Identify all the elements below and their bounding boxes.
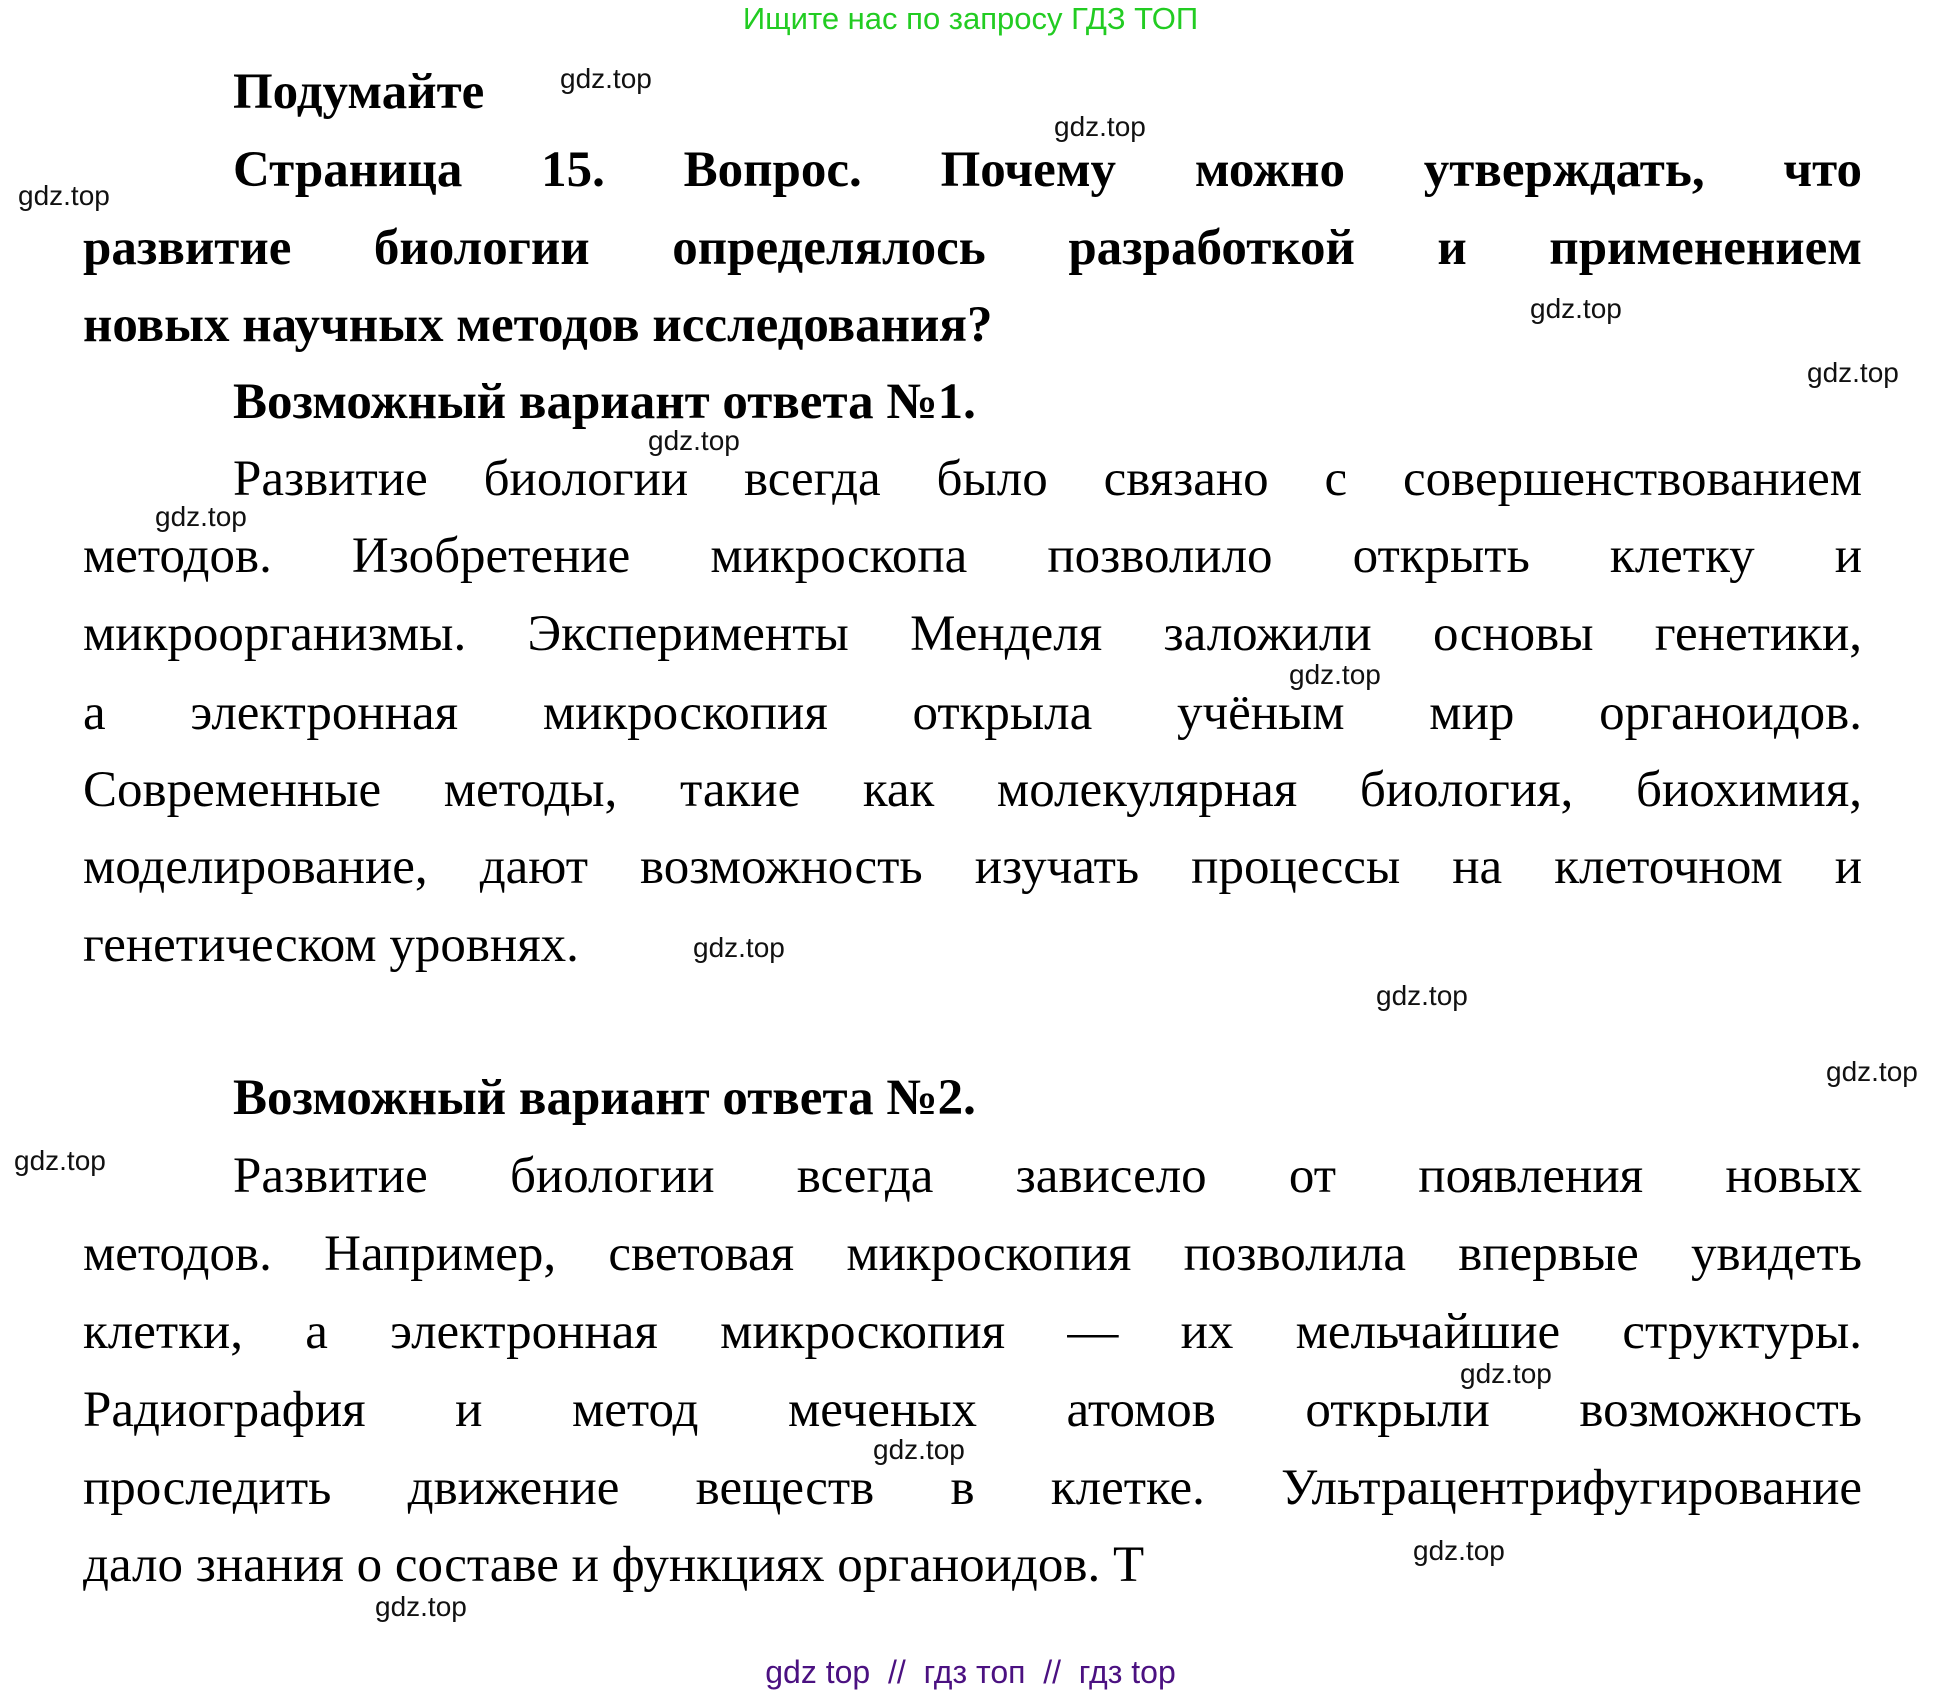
- watermark: gdz.top: [560, 63, 652, 94]
- answer-line: Современные методы, такие как молекулярная биология, биохимия,: [83, 762, 1862, 818]
- search-banner: Ищите нас по запросу ГДЗ ТОП: [742, 1, 1199, 36]
- answer-line: проследить движение веществ в клетке. Ультрацентрифугирование: [83, 1460, 1862, 1516]
- question-line: Страница 15. Вопрос. Почему можно утверждать, что: [233, 142, 1862, 198]
- answer-line: микроорганизмы. Эксперименты Менделя заложили основы генетики,: [83, 606, 1862, 662]
- answer-line: Радиография и метод меченых атомов открыли возможность: [83, 1382, 1862, 1438]
- answer-line: методов. Изобретение микроскопа позволило открыть клетку и: [83, 528, 1862, 584]
- answer-line: клетки, а электронная микроскопия — их мельчайшие структуры.: [83, 1304, 1862, 1360]
- answer-line: дало знания о составе и функциях органоидов. Т: [83, 1537, 1145, 1593]
- watermark: gdz.top: [693, 932, 785, 963]
- watermark: gdz.top: [1413, 1535, 1505, 1566]
- watermark: gdz.top: [1826, 1056, 1918, 1087]
- answer-line: моделирование, дают возможность изучать процессы на клеточном и: [83, 839, 1862, 895]
- watermark: gdz.top: [1460, 1358, 1552, 1389]
- watermark: gdz.top: [1054, 111, 1146, 142]
- answer-line: Развитие биологии всегда зависело от появления новых: [233, 1148, 1862, 1204]
- answer-line: генетическом уровнях.: [83, 917, 579, 973]
- watermark: gdz.top: [155, 501, 247, 532]
- section-title: Подумайте: [233, 64, 485, 120]
- answer-line: методов. Например, световая микроскопия позволила впервые увидеть: [83, 1226, 1862, 1282]
- footer-links: gdz top // гдз топ // гдз top: [765, 1654, 1176, 1690]
- watermark: gdz.top: [648, 425, 740, 456]
- question-line: развитие биологии определялось разработкой и применением: [83, 220, 1862, 276]
- watermark: gdz.top: [1289, 659, 1381, 690]
- watermark: gdz.top: [1807, 357, 1899, 388]
- answer-line: Развитие биологии всегда было связано с совершенствованием: [233, 451, 1862, 507]
- watermark: gdz.top: [1530, 293, 1622, 324]
- watermark: gdz.top: [375, 1591, 467, 1622]
- answer-line: а электронная микроскопия открыла учёным мир органоидов.: [83, 685, 1862, 741]
- watermark: gdz.top: [14, 1145, 106, 1176]
- watermark: gdz.top: [873, 1434, 965, 1465]
- answer-title: Возможный вариант ответа №2.: [233, 1070, 976, 1126]
- watermark: gdz.top: [18, 180, 110, 211]
- question-line: новых научных методов исследования?: [83, 297, 993, 353]
- watermark: gdz.top: [1376, 980, 1468, 1011]
- answer-title: Возможный вариант ответа №1.: [233, 374, 976, 430]
